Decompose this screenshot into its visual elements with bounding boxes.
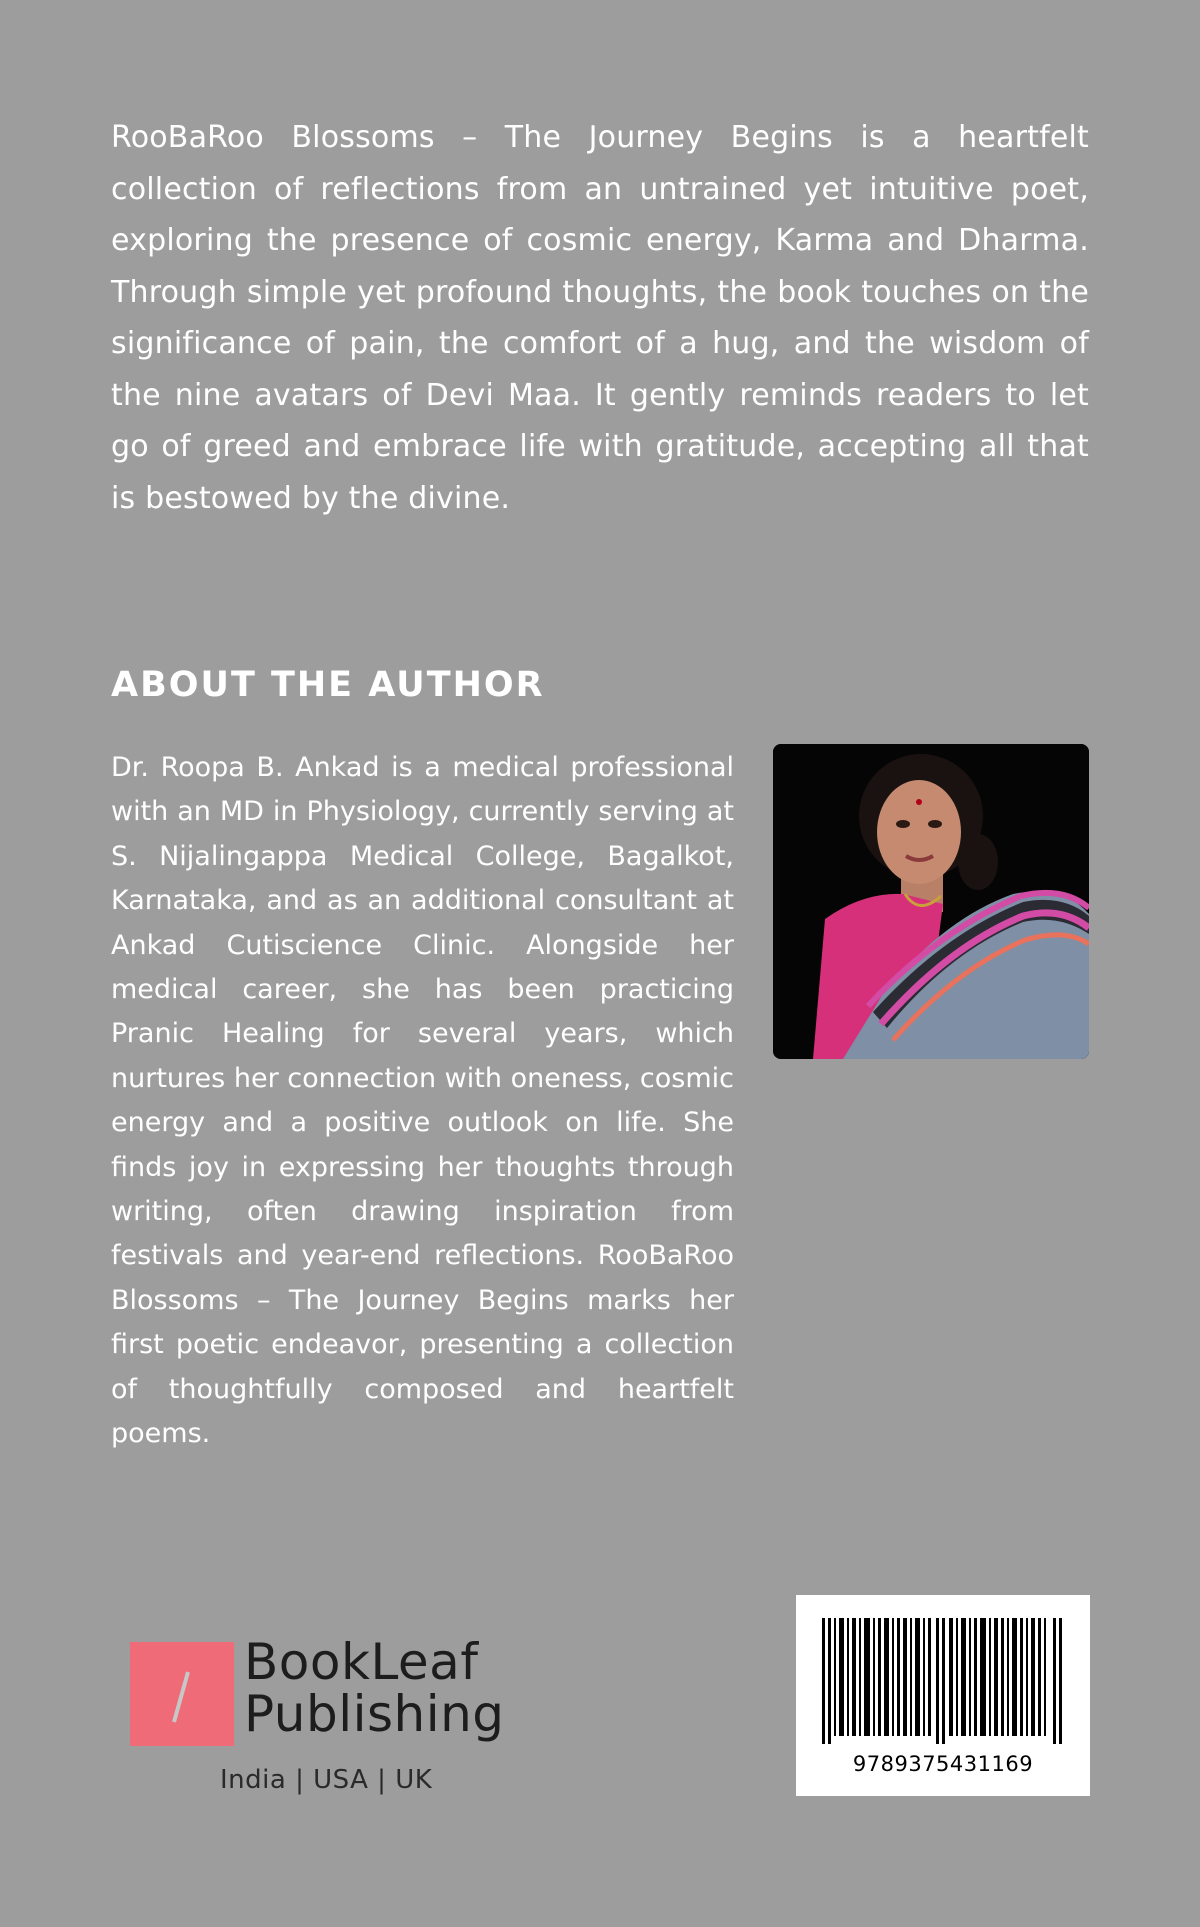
publisher-name-line1: BookLeaf	[244, 1633, 479, 1691]
barcode-bars	[820, 1618, 1066, 1744]
author-photo	[773, 744, 1089, 1059]
publisher-name-line2: Publishing	[244, 1685, 505, 1743]
about-author-heading: ABOUT THE AUTHOR	[111, 665, 545, 705]
author-bio: Dr. Roopa B. Ankad is a medical professional with an MD in Physiology, currently serving at S. Nijalingappa Medical College, Bagalkot, Karnataka, and as an additional consultant at Ankad Cutiscience Clinic. Alongside her medical career, she has been practicing Pranic Healing for several years, which nurtures her connection with oneness, cosmic energy and a positive outlook on life. She finds joy in expressing her thoughts through writing, often drawing inspiration from festivals and year-end reflections. RooBaRoo Blossoms – The Journey Begins marks her first poetic endeavor, presenting a collection of thoughtfully composed and heartfelt poems.	[111, 752, 734, 1450]
bookleaf-logo-mark	[130, 1642, 234, 1746]
publisher-name	[244, 1633, 505, 1743]
isbn-number: 9789375431169	[852, 1752, 1034, 1776]
book-blurb: RooBaRoo Blossoms – The Journey Begins is a heartfelt collection of reflections from an untrained yet intuitive poet, exploring the presence of cosmic energy, Karma and Dharma. Through simple yet profound thoughts, the book touches on the significance of pain, the comfort of a hug, and the wisdom of the nine avatars of Devi Maa. It gently reminds readers to let go of greed and embrace life with gratitude, accepting all that is bestowed by the divine.	[111, 120, 1089, 516]
publisher-regions: India | USA | UK	[220, 1765, 433, 1795]
publisher-logo	[130, 1633, 530, 1796]
isbn-barcode	[796, 1595, 1090, 1796]
